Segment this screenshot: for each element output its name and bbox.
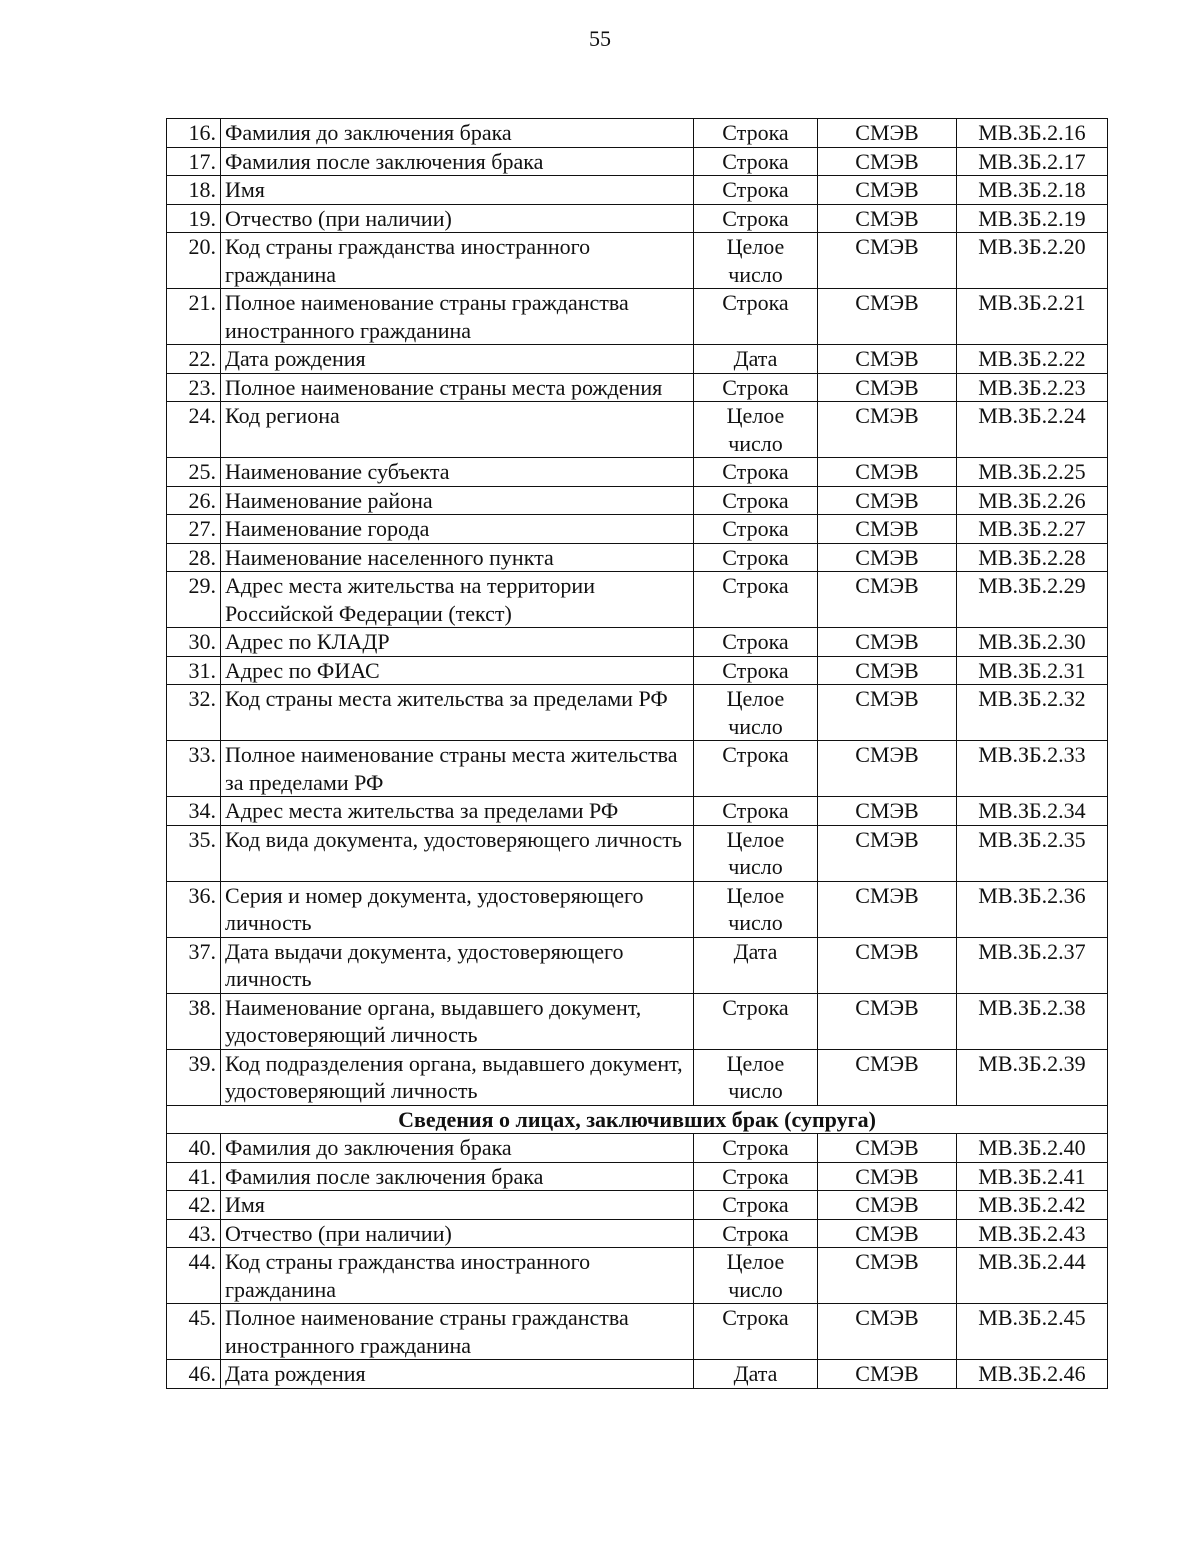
data-source: СМЭВ <box>818 881 957 937</box>
row-number: 45. <box>167 1304 221 1360</box>
table-row <box>167 119 1108 148</box>
data-type: Дата <box>694 937 818 993</box>
section-header-row <box>167 1105 1108 1134</box>
data-source: СМЭВ <box>818 1191 957 1220</box>
data-type: Строка <box>694 741 818 797</box>
attribute-name: Наименование района <box>221 486 694 515</box>
attribute-name: Дата рождения <box>221 345 694 374</box>
data-type: Строка <box>694 486 818 515</box>
attribute-name: Наименование субъекта <box>221 458 694 487</box>
attribute-name: Полное наименование страны гражданства иностранного гражданина <box>221 289 694 345</box>
table-row <box>167 1360 1108 1389</box>
table-row <box>167 289 1108 345</box>
attribute-name: Дата рождения <box>221 1360 694 1389</box>
attribute-code: МВ.ЗБ.2.22 <box>957 345 1108 374</box>
attribute-code: МВ.ЗБ.2.24 <box>957 402 1108 458</box>
row-number: 27. <box>167 515 221 544</box>
data-source: СМЭВ <box>818 486 957 515</box>
row-number: 26. <box>167 486 221 515</box>
data-source: СМЭВ <box>818 685 957 741</box>
attribute-code: МВ.ЗБ.2.45 <box>957 1304 1108 1360</box>
attribute-code: МВ.ЗБ.2.43 <box>957 1219 1108 1248</box>
attribute-code: МВ.ЗБ.2.46 <box>957 1360 1108 1389</box>
table-row <box>167 543 1108 572</box>
attribute-name: Адрес места жительства за пределами РФ <box>221 797 694 826</box>
section-header-group <box>167 1105 1108 1134</box>
row-number: 34. <box>167 797 221 826</box>
attribute-code: МВ.ЗБ.2.41 <box>957 1162 1108 1191</box>
attribute-name: Код страны гражданства иностранного гражданина <box>221 1248 694 1304</box>
data-type: Строка <box>694 628 818 657</box>
row-number: 18. <box>167 176 221 205</box>
data-source: СМЭВ <box>818 176 957 205</box>
attribute-code: МВ.ЗБ.2.27 <box>957 515 1108 544</box>
row-number: 43. <box>167 1219 221 1248</box>
row-number: 40. <box>167 1134 221 1163</box>
data-type: Строка <box>694 373 818 402</box>
data-source: СМЭВ <box>818 119 957 148</box>
attribute-code: МВ.ЗБ.2.39 <box>957 1049 1108 1105</box>
attribute-code: МВ.ЗБ.2.37 <box>957 937 1108 993</box>
section-title: Сведения о лицах, заключивших брак (супруга) <box>167 1105 1108 1134</box>
attribute-name: Имя <box>221 1191 694 1220</box>
data-source: СМЭВ <box>818 797 957 826</box>
table-row <box>167 402 1108 458</box>
data-type: Целое число <box>694 1248 818 1304</box>
attributes-table <box>166 118 1108 1389</box>
attribute-name: Серия и номер документа, удостоверяющего личность <box>221 881 694 937</box>
table-row <box>167 486 1108 515</box>
data-source: СМЭВ <box>818 937 957 993</box>
data-type: Целое число <box>694 881 818 937</box>
data-source: СМЭВ <box>818 402 957 458</box>
attribute-code: МВ.ЗБ.2.31 <box>957 656 1108 685</box>
table-row <box>167 204 1108 233</box>
row-number: 22. <box>167 345 221 374</box>
table-row <box>167 515 1108 544</box>
row-number: 35. <box>167 825 221 881</box>
data-source: СМЭВ <box>818 458 957 487</box>
attribute-name: Фамилия после заключения брака <box>221 1162 694 1191</box>
row-number: 32. <box>167 685 221 741</box>
table-row <box>167 1248 1108 1304</box>
data-type: Строка <box>694 204 818 233</box>
table-row <box>167 373 1108 402</box>
data-type: Строка <box>694 656 818 685</box>
attribute-code: МВ.ЗБ.2.18 <box>957 176 1108 205</box>
table-row <box>167 1191 1108 1220</box>
data-type: Целое число <box>694 685 818 741</box>
table-row <box>167 233 1108 289</box>
data-type: Строка <box>694 993 818 1049</box>
data-source: СМЭВ <box>818 1049 957 1105</box>
table-row <box>167 1304 1108 1360</box>
data-source: СМЭВ <box>818 1162 957 1191</box>
table-row <box>167 1134 1108 1163</box>
table-row <box>167 993 1108 1049</box>
data-type: Строка <box>694 797 818 826</box>
attribute-name: Наименование населенного пункта <box>221 543 694 572</box>
attribute-code: МВ.ЗБ.2.25 <box>957 458 1108 487</box>
attribute-name: Полное наименование страны места рождения <box>221 373 694 402</box>
row-number: 19. <box>167 204 221 233</box>
data-source: СМЭВ <box>818 515 957 544</box>
attribute-name: Фамилия после заключения брака <box>221 147 694 176</box>
attribute-code: МВ.ЗБ.2.26 <box>957 486 1108 515</box>
table-row <box>167 797 1108 826</box>
data-type: Строка <box>694 515 818 544</box>
data-source: СМЭВ <box>818 1248 957 1304</box>
row-number: 17. <box>167 147 221 176</box>
table-row <box>167 881 1108 937</box>
attribute-code: МВ.ЗБ.2.20 <box>957 233 1108 289</box>
attribute-name: Отчество (при наличии) <box>221 1219 694 1248</box>
attribute-code: МВ.ЗБ.2.34 <box>957 797 1108 826</box>
data-source: СМЭВ <box>818 1304 957 1360</box>
row-number: 31. <box>167 656 221 685</box>
attribute-name: Адрес места жительства на территории Российской Федерации (текст) <box>221 572 694 628</box>
table-row <box>167 685 1108 741</box>
page-number: 55 <box>589 26 611 51</box>
data-type: Целое число <box>694 1049 818 1105</box>
data-type: Дата <box>694 1360 818 1389</box>
table-row <box>167 628 1108 657</box>
attribute-name: Отчество (при наличии) <box>221 204 694 233</box>
attribute-code: МВ.ЗБ.2.40 <box>957 1134 1108 1163</box>
data-source: СМЭВ <box>818 373 957 402</box>
row-number: 20. <box>167 233 221 289</box>
table-row <box>167 572 1108 628</box>
attribute-code: МВ.ЗБ.2.17 <box>957 147 1108 176</box>
row-number: 42. <box>167 1191 221 1220</box>
row-number: 41. <box>167 1162 221 1191</box>
attribute-code: МВ.ЗБ.2.28 <box>957 543 1108 572</box>
row-number: 30. <box>167 628 221 657</box>
row-number: 38. <box>167 993 221 1049</box>
attribute-code: МВ.ЗБ.2.33 <box>957 741 1108 797</box>
data-source: СМЭВ <box>818 345 957 374</box>
table-row <box>167 147 1108 176</box>
table-body-part1 <box>167 119 1108 1106</box>
attribute-name: Полное наименование страны гражданства иностранного гражданина <box>221 1304 694 1360</box>
attribute-code: МВ.ЗБ.2.23 <box>957 373 1108 402</box>
attribute-name: Фамилия до заключения брака <box>221 119 694 148</box>
attribute-name: Код вида документа, удостоверяющего личность <box>221 825 694 881</box>
data-source: СМЭВ <box>818 204 957 233</box>
data-source: СМЭВ <box>818 656 957 685</box>
attribute-name: Наименование органа, выдавшего документ, удостоверяющий личность <box>221 993 694 1049</box>
row-number: 33. <box>167 741 221 797</box>
row-number: 36. <box>167 881 221 937</box>
data-source: СМЭВ <box>818 825 957 881</box>
data-source: СМЭВ <box>818 1360 957 1389</box>
table-row <box>167 345 1108 374</box>
data-source: СМЭВ <box>818 741 957 797</box>
attribute-code: МВ.ЗБ.2.30 <box>957 628 1108 657</box>
attribute-name: Дата выдачи документа, удостоверяющего личность <box>221 937 694 993</box>
row-number: 39. <box>167 1049 221 1105</box>
data-source: СМЭВ <box>818 1134 957 1163</box>
row-number: 37. <box>167 937 221 993</box>
attribute-name: Наименование города <box>221 515 694 544</box>
attribute-name: Адрес по ФИАС <box>221 656 694 685</box>
data-type: Строка <box>694 1191 818 1220</box>
row-number: 46. <box>167 1360 221 1389</box>
table-row <box>167 937 1108 993</box>
row-number: 21. <box>167 289 221 345</box>
data-type: Строка <box>694 289 818 345</box>
data-type: Целое число <box>694 233 818 289</box>
attribute-name: Код страны гражданства иностранного гражданина <box>221 233 694 289</box>
data-type: Строка <box>694 147 818 176</box>
attribute-code: МВ.ЗБ.2.42 <box>957 1191 1108 1220</box>
attribute-code: МВ.ЗБ.2.35 <box>957 825 1108 881</box>
row-number: 25. <box>167 458 221 487</box>
data-type: Целое число <box>694 825 818 881</box>
attribute-code: МВ.ЗБ.2.21 <box>957 289 1108 345</box>
data-type: Строка <box>694 1219 818 1248</box>
table-row <box>167 656 1108 685</box>
data-type: Строка <box>694 119 818 148</box>
table-row <box>167 176 1108 205</box>
attribute-code: МВ.ЗБ.2.32 <box>957 685 1108 741</box>
table-row <box>167 458 1108 487</box>
attribute-code: МВ.ЗБ.2.36 <box>957 881 1108 937</box>
attribute-name: Код страны места жительства за пределами РФ <box>221 685 694 741</box>
attribute-name: Имя <box>221 176 694 205</box>
attribute-name: Код региона <box>221 402 694 458</box>
row-number: 44. <box>167 1248 221 1304</box>
table-row <box>167 741 1108 797</box>
data-type: Строка <box>694 176 818 205</box>
data-type: Строка <box>694 543 818 572</box>
data-source: СМЭВ <box>818 543 957 572</box>
table-row <box>167 1049 1108 1105</box>
table-body-part2 <box>167 1134 1108 1389</box>
data-source: СМЭВ <box>818 993 957 1049</box>
data-type: Строка <box>694 1304 818 1360</box>
data-type: Строка <box>694 572 818 628</box>
data-type: Целое число <box>694 402 818 458</box>
table-row <box>167 1219 1108 1248</box>
row-number: 24. <box>167 402 221 458</box>
data-type: Строка <box>694 1134 818 1163</box>
attribute-code: МВ.ЗБ.2.16 <box>957 119 1108 148</box>
data-source: СМЭВ <box>818 572 957 628</box>
data-type: Дата <box>694 345 818 374</box>
row-number: 29. <box>167 572 221 628</box>
attribute-name: Полное наименование страны места жительства за пределами РФ <box>221 741 694 797</box>
attribute-code: МВ.ЗБ.2.19 <box>957 204 1108 233</box>
row-number: 16. <box>167 119 221 148</box>
data-source: СМЭВ <box>818 147 957 176</box>
data-source: СМЭВ <box>818 289 957 345</box>
attribute-code: МВ.ЗБ.2.29 <box>957 572 1108 628</box>
table-row <box>167 1162 1108 1191</box>
data-type: Строка <box>694 458 818 487</box>
attribute-code: МВ.ЗБ.2.38 <box>957 993 1108 1049</box>
table-row <box>167 825 1108 881</box>
attribute-name: Код подразделения органа, выдавшего документ, удостоверяющий личность <box>221 1049 694 1105</box>
row-number: 23. <box>167 373 221 402</box>
attribute-name: Адрес по КЛАДР <box>221 628 694 657</box>
data-source: СМЭВ <box>818 628 957 657</box>
data-source: СМЭВ <box>818 1219 957 1248</box>
attribute-code: МВ.ЗБ.2.44 <box>957 1248 1108 1304</box>
attribute-name: Фамилия до заключения брака <box>221 1134 694 1163</box>
data-type: Строка <box>694 1162 818 1191</box>
data-source: СМЭВ <box>818 233 957 289</box>
row-number: 28. <box>167 543 221 572</box>
